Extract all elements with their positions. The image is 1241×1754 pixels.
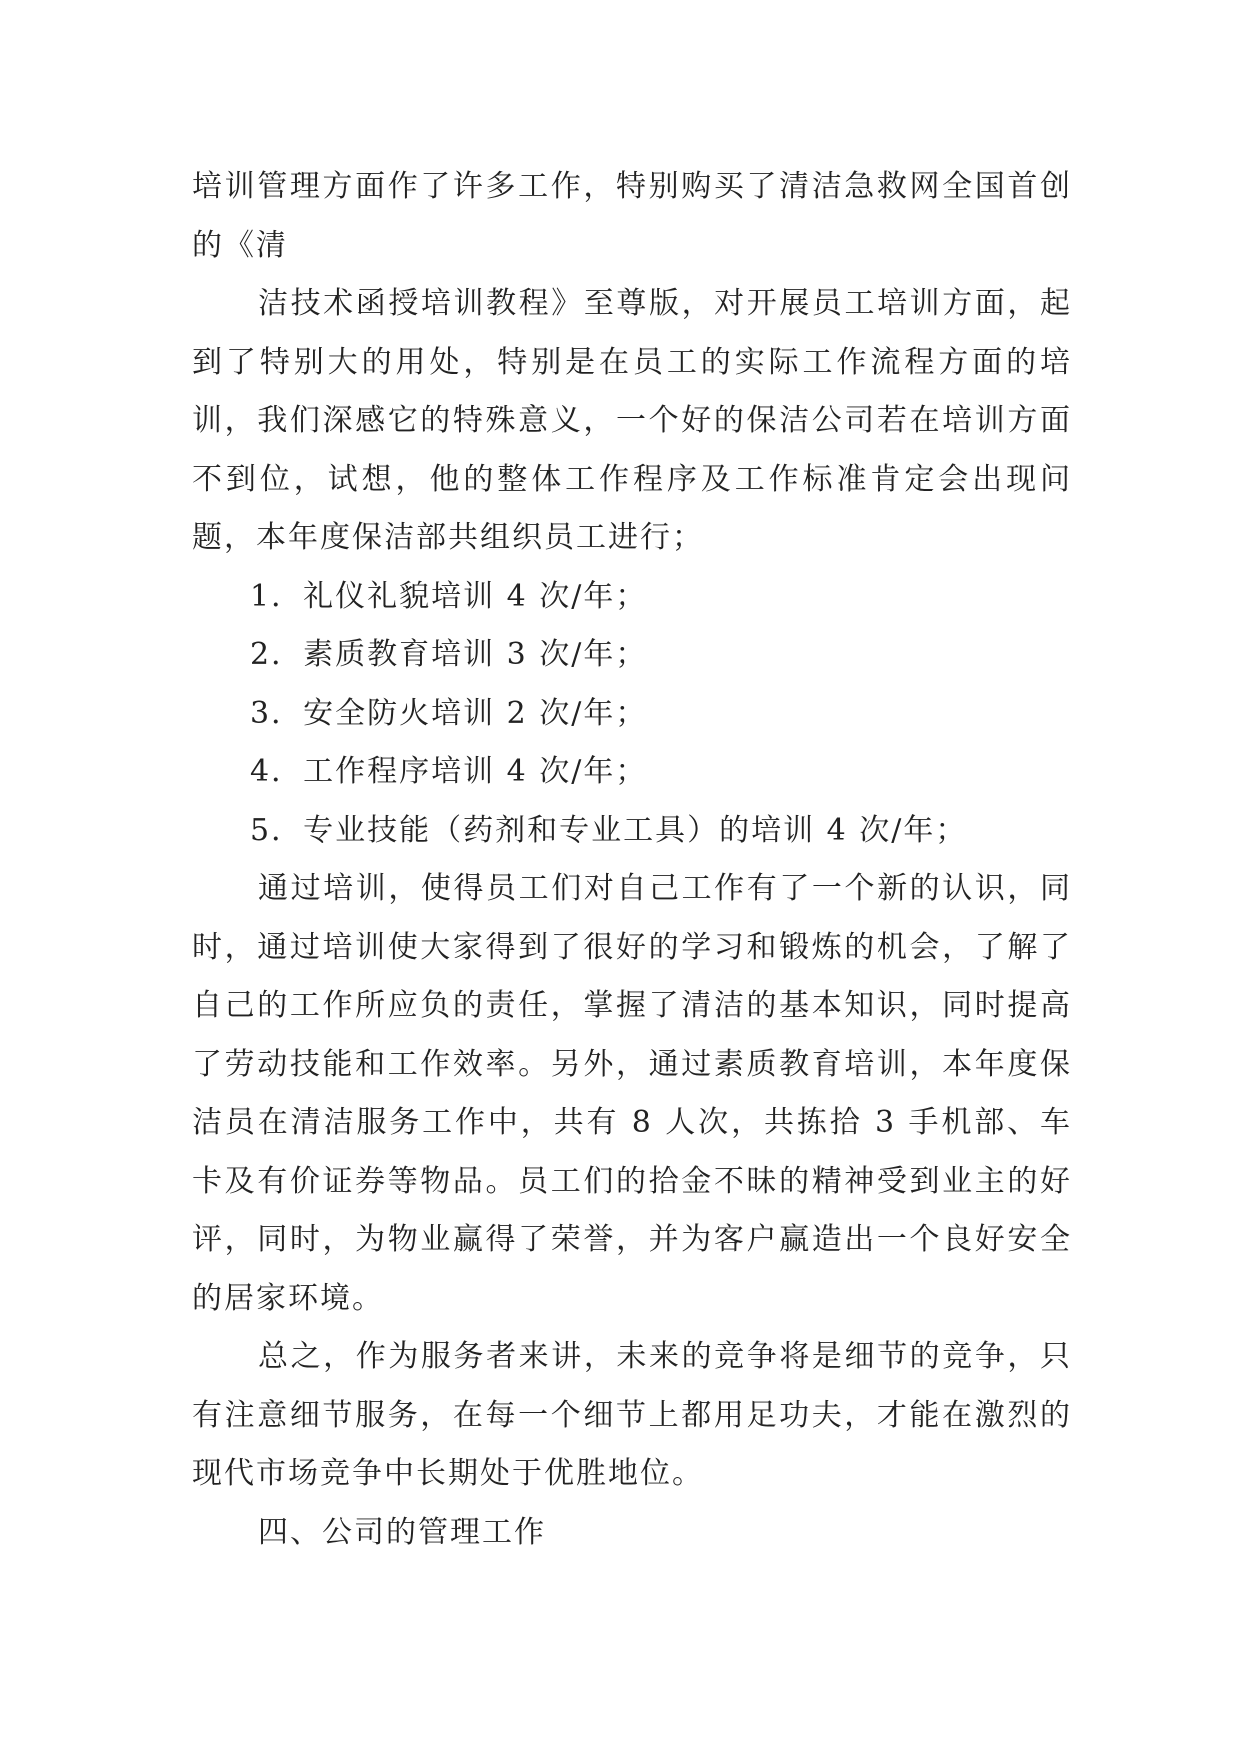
list-item: 1．礼仪礼貌培训 4 次/年； [250,578,648,614]
training-list [192,568,1072,861]
list-item: 4．工作程序培训 4 次/年； [250,754,648,789]
paragraph-conclusion: 总之，作为服务者来讲，未来的竞争将是细节的竞争，只有注意细节服务，在每一个细节上都用足功夫，才能在激烈的现代市场竞争中长期处于优胜地位。 [192,1339,1072,1491]
list-item: 2．素质教育培训 3 次/年； [250,637,648,672]
list-item: 3．安全防火培训 2 次/年； [250,695,648,731]
section-heading: 四、公司的管理工作 [258,1514,546,1550]
paragraph-training-tutorial: 洁技术函授培训教程》至尊版，对开展员工培训方面，起到了特别大的用处，特别是在员工的实际工作流程方面的培训，我们深感它的特殊意义，一个好的保洁公司若在培训方面不到位，试想，他的整体工作程序及工作标准肯定会出现问题，本年度保洁部共组织员工进行； [192,286,1072,555]
document-body [192,158,1072,1562]
paragraph-training-results: 通过培训，使得员工们对自己工作有了一个新的认识，同时，通过培训使大家得到了很好的学习和锻炼的机会，了解了自己的工作所应负的责任，掌握了清洁的基本知识，同时提高了劳动技能和工作效率。另外，通过素质教育培训，本年度保洁员在清洁服务工作中，共有 8 人次，共拣拾 3 手机部、车卡及有价证券等物品。员工们的拾金不昧的精神受到业主的好评，同时，为物业赢得了荣誉，并为客户赢造出一个良好安全的居家环境。 [192,871,1072,1316]
paragraph-intro: 培训管理方面作了许多工作，特别购买了清洁急救网全国首创的《清 [192,169,1072,263]
list-item: 5．专业技能（药剂和专业工具）的培训 4 次/年； [250,812,968,848]
